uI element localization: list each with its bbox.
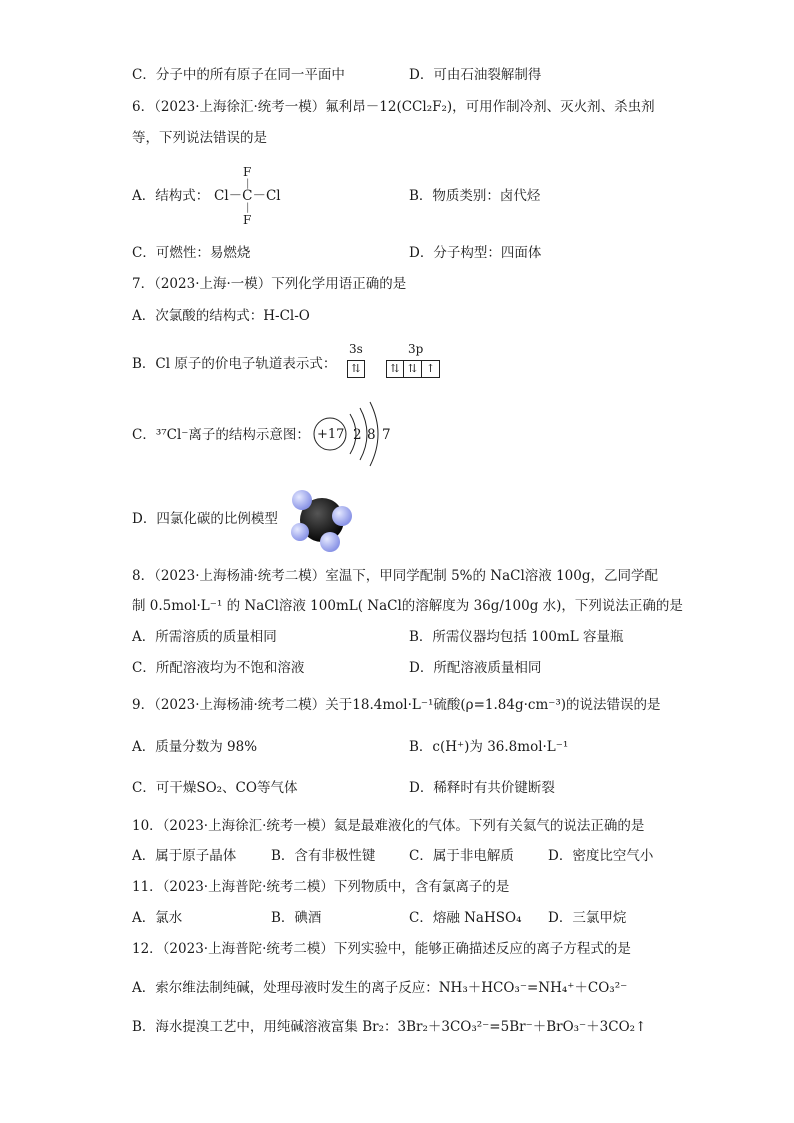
q9-option-d: D．稀释时有共价键断裂 — [409, 780, 555, 796]
q9-option-c: C．可干燥SO₂、CO等气体 — [132, 780, 298, 796]
shell-1-count: 2 — [353, 427, 362, 443]
q11-stem: 11．（2023·上海普陀·统考二模）下列物质中，含有氯离子的是 — [132, 879, 510, 895]
q9-option-a: A．质量分数为 98% — [132, 739, 258, 755]
orbital-3p-label: 3p — [408, 342, 424, 356]
q8-option-c: C．所配溶液均为不饱和溶液 — [132, 660, 305, 676]
q5-option-d: D．可由石油裂解制得 — [409, 67, 542, 83]
chlorine-atom-4 — [320, 532, 340, 552]
structure-top-f: F — [243, 165, 252, 179]
q11-option-a: A．氯水 — [132, 910, 183, 926]
orbital-box-3p-2: ⇅ — [404, 360, 422, 378]
q11-option-b: B．碘酒 — [271, 910, 322, 926]
q6-option-b: B．物质类别：卤代烃 — [409, 188, 541, 204]
chlorine-atom-3 — [291, 523, 309, 541]
q12-option-a: A．索尔维法制纯碱，处理母液时发生的离子反应：NH₃＋HCO₃⁻=NH₄⁺＋CO₃²⁻ — [132, 980, 628, 996]
q11-option-d: D．三氯甲烷 — [548, 910, 627, 926]
q12-stem: 12．（2023·上海普陀·统考二模）下列实验中，能够正确描述反应的离子方程式的是 — [132, 941, 631, 957]
q9-stem: 9．（2023·上海杨浦·统考二模）关于18.4mol·L⁻¹硫酸(ρ=1.84g·cm⁻³)的说法错误的是 — [132, 697, 661, 713]
orbital-3p-boxes — [386, 360, 440, 378]
q8-option-b: B．所需仪器均包括 100mL 容量瓶 — [409, 629, 624, 645]
q12-option-b: B．海水提溴工艺中，用纯碱溶液富集 Br₂：3Br₂＋3CO₃²⁻=5Br⁻＋BrO₃⁻＋3CO₂↑ — [132, 1019, 647, 1035]
orbital-box-3s: ⇅ — [347, 360, 365, 378]
shell-2-count: 8 — [367, 427, 376, 443]
q6-stem-line2: 等，下列说法错误的是 — [132, 130, 267, 146]
q8-stem-line1: 8．（2023·上海杨浦·统考二模）室温下，甲同学配制 5%的 NaCl溶液 100g，乙同学配 — [132, 568, 658, 584]
q10-option-a: A．属于原子晶体 — [132, 848, 237, 864]
orbital-3s-boxes — [347, 360, 365, 378]
q7-option-c-label: C．³⁷Cl⁻离子的结构示意图： — [132, 427, 310, 443]
orbital-box-3p-3: ↑ — [422, 360, 440, 378]
q8-option-d: D．所配溶液质量相同 — [409, 660, 542, 676]
structure-bottom-f: F — [243, 213, 252, 227]
q7-option-b-label: B．Cl 原子的价电子轨道表示式： — [132, 356, 337, 372]
chlorine-atom-2 — [332, 506, 352, 526]
q5-option-c: C．分子中的所有原子在同一平面中 — [132, 67, 345, 83]
q7-stem: 7．（2023·上海·一模）下列化学用语正确的是 — [132, 276, 407, 292]
q10-option-d: D．密度比空气小 — [548, 848, 654, 864]
q11-option-c: C．熔融 NaHSO₄ — [409, 910, 522, 926]
q8-stem-line2: 制 0.5mol·L⁻¹ 的 NaCl溶液 100mL( NaCl的溶解度为 36g/100g 水)，下列说法正确的是 — [132, 598, 683, 614]
q6-option-d: D．分子构型：四面体 — [409, 245, 542, 261]
q6-option-a-label: A．结构式： — [132, 188, 210, 204]
structure-main-chain: Cl－C－Cl — [214, 188, 281, 204]
ccl4-space-filling-model — [286, 486, 358, 554]
orbital-3s-label: 3s — [349, 342, 363, 356]
structure-bond-bottom: | — [246, 202, 250, 213]
orbital-box-3p-1: ⇅ — [386, 360, 404, 378]
q6-option-c: C．可燃性：易燃烧 — [132, 245, 251, 261]
nucleus-charge: +17 — [317, 427, 345, 442]
q6-stem-line1: 6．（2023·上海徐汇·统考一模）氟利昂－12(CCl₂F₂)，可用作制冷剂、灭火剂、杀虫剂 — [132, 99, 655, 115]
q10-option-c: C．属于非电解质 — [409, 848, 514, 864]
shell-3-count: 7 — [382, 427, 391, 443]
q10-option-b: B．含有非极性键 — [271, 848, 376, 864]
q7-option-a: A．次氯酸的结构式：H-Cl-O — [132, 308, 310, 324]
q7-option-d-label: D．四氯化碳的比例模型 — [132, 511, 278, 527]
q10-stem: 10．（2023·上海徐汇·统考一模）氦是最难液化的气体。下列有关氦气的说法正确的是 — [132, 818, 645, 834]
structure-bond-top: | — [246, 178, 250, 189]
chlorine-atom-1 — [292, 490, 312, 510]
q9-option-b: B．c(H⁺)为 36.8mol·L⁻¹ — [409, 739, 569, 755]
q8-option-a: A．所需溶质的质量相同 — [132, 629, 277, 645]
